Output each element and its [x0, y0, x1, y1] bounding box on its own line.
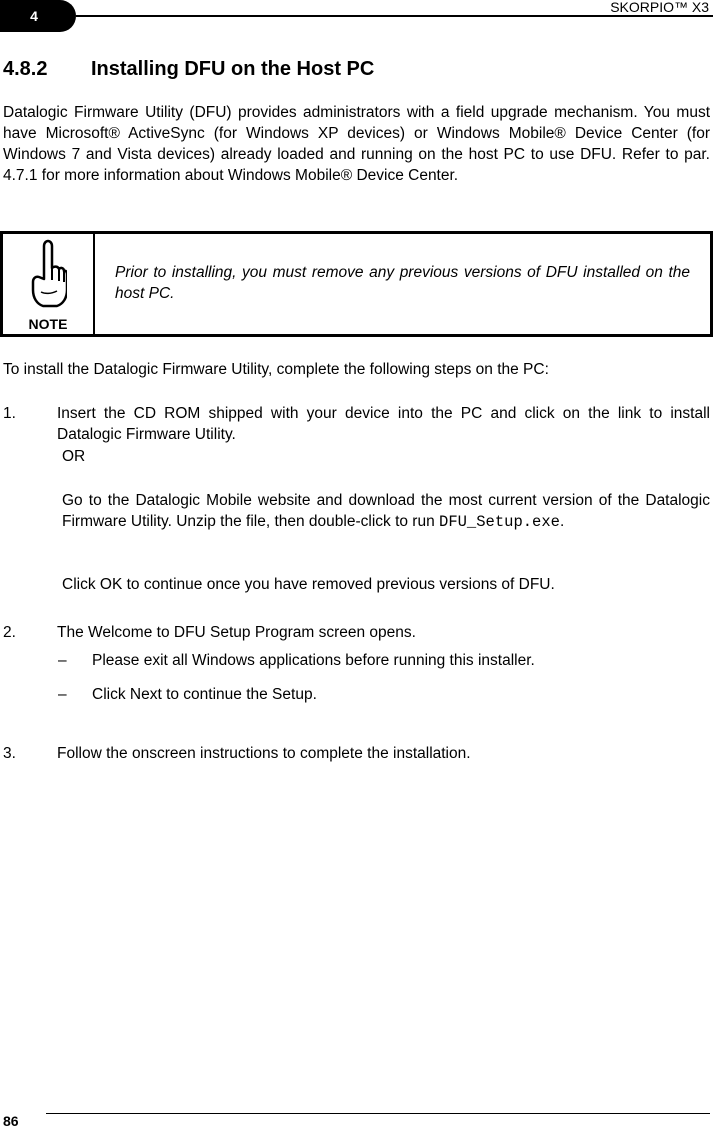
step-1-continue: Click OK to continue once you have removed previous versions of DFU.	[62, 576, 555, 593]
header-rule	[76, 15, 713, 17]
step-3-number: 3.	[3, 745, 16, 762]
note-box	[0, 231, 713, 337]
note-text: Prior to installing, you must remove any previous versions of DFU installed on the host PC.	[115, 264, 690, 302]
intro-paragraph: Datalogic Firmware Utility (DFU) provides administrators with a field upgrade mechanism. You must have Microsoft® ActiveSync (for Windows XP devices) or Windows Mobile® Device Center (for Windows 7 and Vista devices) already loaded and running on the host PC to use DFU. Refer to par. 4.7.1 for more information about Windows Mobile® Device Center.	[3, 104, 710, 184]
section-number: 4.8.2	[3, 58, 48, 80]
step-1-or: OR	[62, 448, 86, 465]
footer-rule	[46, 1113, 710, 1114]
steps-intro: To install the Datalogic Firmware Utility, complete the following steps on the PC:	[3, 361, 549, 378]
section-heading	[3, 57, 374, 81]
step-2-text: The Welcome to DFU Setup Program screen opens.	[57, 624, 416, 641]
pointing-hand-icon	[29, 238, 67, 312]
bullet-dash: –	[58, 652, 67, 669]
product-title: SKORPIO™ X3	[610, 0, 709, 15]
page-number: 86	[3, 1113, 19, 1129]
step-1-alternative-text: Go to the Datalogic Mobile website and download the most current version of the Datalogic Firmware Utility. Unzip the file, then double-click to run	[62, 492, 710, 530]
step-2-number: 2.	[3, 624, 16, 641]
chapter-number: 4	[30, 8, 38, 24]
note-icon-cell	[3, 234, 95, 334]
step-2-bullet-2: Click Next to continue the Setup.	[92, 686, 317, 703]
step-3-text: Follow the onscreen instructions to complete the installation.	[57, 745, 471, 762]
setup-filename: DFU_Setup.exe	[439, 513, 560, 531]
note-label: NOTE	[28, 316, 68, 332]
step-1-alternative-end: .	[559, 513, 565, 530]
section-title: Installing DFU on the Host PC	[91, 58, 375, 80]
step-1-alternative	[62, 490, 710, 533]
bullet-dash: –	[58, 686, 67, 703]
step-1-number: 1.	[3, 405, 16, 422]
step-1-text: Insert the CD ROM shipped with your device into the PC and click on the link to install Datalogic Firmware Utility.	[57, 405, 710, 443]
step-2-bullet-1: Please exit all Windows applications before running this installer.	[92, 652, 535, 669]
chapter-badge	[0, 0, 76, 32]
